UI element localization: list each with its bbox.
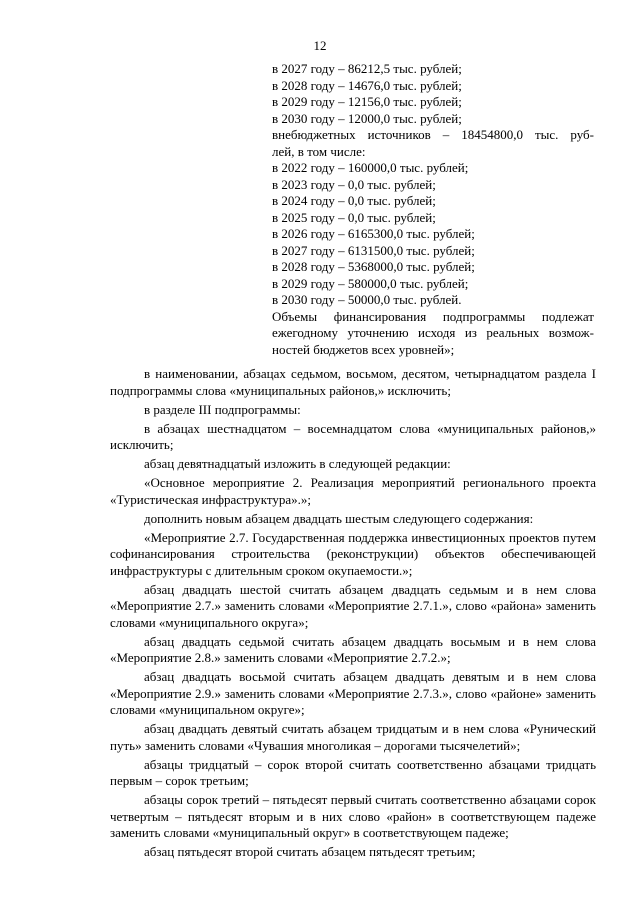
financing-block [272, 61, 594, 358]
financing-line: в 2028 году – 14676,0 тыс. рублей; [272, 77, 462, 93]
financing-line: в 2024 году – 0,0 тыс. рублей; [272, 193, 436, 208]
amendments-body [110, 366, 596, 863]
paragraph: абзац двадцать седьмой считать абзацем двадцать восьмым и в нем слова «Мероприятие 2.8.» заменить словами «Мероприятие 2.7.2.»; [110, 633, 596, 665]
paragraph: дополнить новым абзацем двадцать шестым следующего содержания: [144, 510, 534, 526]
financing-line: в 2025 году – 0,0 тыс. рублей; [272, 209, 436, 225]
paragraph: в наименовании, абзацах седьмом, восьмом, десятом, четырнадцатом раздела I подпрограммы слова «муниципальных районов,» исключить; [110, 366, 596, 398]
paragraph: абзац двадцать девятый считать абзацем тридцатым и в нем слова «Рунический путь» заменить словами «Чувашия многоликая – дорогами тысячелетий»; [110, 721, 596, 753]
financing-line: в 2030 году – 50000,0 тыс. рублей. [272, 292, 462, 307]
financing-line: в 2029 году – 580000,0 тыс. рублей; [272, 275, 469, 291]
financing-line: в 2023 году – 0,0 тыс. рублей; [272, 176, 436, 192]
page-number: 12 [313, 38, 327, 53]
financing-line: в 2022 году – 160000,0 тыс. рублей; [272, 160, 469, 175]
paragraph: абзац двадцать шестой считать абзацем двадцать седьмым и в нем слова «Мероприятие 2.7.» заменить словами «Мероприятие 2.7.1.», слово «района» заменить словами «муниципального округа»; [110, 581, 596, 630]
paragraph: в разделе III подпрограммы: [144, 401, 301, 417]
paragraph: «Основное мероприятие 2. Реализация мероприятий регионального проекта «Туристическая инфраструктура».»; [110, 475, 596, 507]
extrabudget-line: внебюджетных источников – 18454800,0 тыс. руб- [272, 127, 594, 142]
paragraph: абзац девятнадцатый изложить в следующей редакции: [144, 456, 451, 471]
paragraph: абзацы сорок третий – пятьдесят первый считать соответственно абзацами сорок четвертым – пятьдесят вторым и в них слово «район» в соответствующем падеже заменить словами «муниципальный округ» в соответствующем падеже; [110, 792, 596, 840]
financing-line: в 2028 году – 5368000,0 тыс. рублей; [272, 259, 475, 274]
paragraph: абзац пятьдесят второй считать абзацем пятьдесят третьим; [144, 844, 476, 859]
financing-line: в 2027 году – 86212,5 тыс. рублей; [272, 61, 462, 76]
financing-line: в 2027 году – 6131500,0 тыс. рублей; [272, 242, 475, 258]
financing-line: в 2030 году – 12000,0 тыс. рублей; [272, 110, 462, 126]
paragraph: «Мероприятие 2.7. Государственная поддержка инвестиционных проектов путем софинансирования строительства (реконструкции) объектов обеспечивающей инфраструктуры с длительным сроком окупаемости.»; [110, 529, 596, 578]
extrabudget-line: лей, в том числе: [272, 143, 366, 159]
financing-line: в 2029 году – 12156,0 тыс. рублей; [272, 94, 462, 109]
paragraph: абзацы тридцатый – сорок второй считать соответственно абзацами тридцать первым – сорок третьим; [110, 756, 596, 788]
paragraph: абзац двадцать восьмой считать абзацем двадцать девятым и в нем слова «Мероприятие 2.9.» заменить словами «Мероприятие 2.7.3.», слово «районе» заменить словами «муниципальном округе»; [110, 669, 596, 717]
volumes-line: Объемы финансирования подпрограммы подлежат [272, 308, 594, 324]
paragraph: в абзацах шестнадцатом – восемнадцатом слова «муниципальных районов,» исключить; [110, 420, 596, 452]
financing-line: в 2026 году – 6165300,0 тыс. рублей; [272, 226, 475, 241]
volumes-line: ежегодному уточнению исходя из реальных возмож- [272, 325, 594, 340]
volumes-line: ностей бюджетов всех уровней»; [272, 341, 455, 357]
